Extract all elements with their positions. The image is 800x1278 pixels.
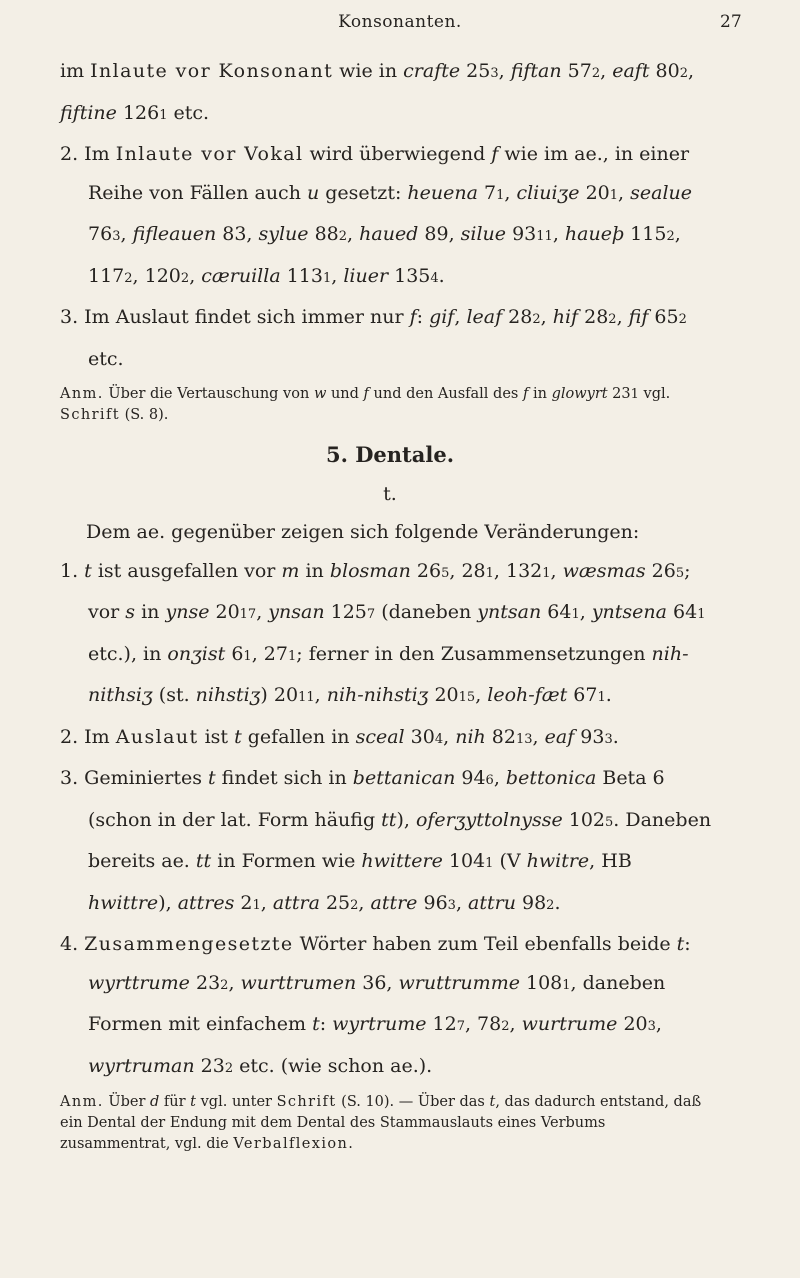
intro-paragraph: Dem ae. gegenüber zeigen sich folgende Veränderungen: [86, 521, 640, 543]
list-item-2-auslaut-t: 2. Im Auslaut ist t gefallen in sceal 304, nih 8213, eaf 933. [60, 725, 619, 748]
section-heading-dentale: 5. Dentale. [325, 442, 455, 467]
list-item-3-auslaut: 3. Im Auslaut findet sich immer nur f: gif, leaf 282, hif 282, fif 652 etc. [60, 306, 687, 370]
list-item-3-geminiert: 3. Geminiertes t findet sich in bettanican 946, bettonica Beta 6 (schon in der lat. Form häufig tt), oferʒyttolnysse 1025. Daneben bereits ae. tt in Formen wie hwittere 1041 (V hwitre, HB hwittre), attres 21, attra 252, attre 963, attru 982. [60, 767, 712, 914]
page-number: 27 [720, 12, 742, 32]
list-item-2-inlaut-vokal: 2. Im Inlaute vor Vokal wird überwiegend f wie im ae., in einer Reihe von Fällen auch u gesetzt: heuena 71, cliuiʒe 201, sealue 763, fifleauen 83, sylue 882, haued 89, silue 9311, hauеþ 1152, 1172, 1202, cæruilla 1131, liuer 1354. [60, 143, 693, 287]
list-item-4-zusammengesetzt: 4. Zusammengesetzte Wörter haben zum Teil ebenfalls beide t: wyrttrume 232, wurttrumen 36, wruttrumme 1081, daneben Formen mit einfachem t: wyrtrume 127, 782, wurtrume 203, wyrtruman 232 etc. (wie schon ae.). [60, 933, 691, 1077]
running-title: Konsonanten. [338, 12, 462, 32]
subheading-t: t. [383, 482, 397, 505]
body-text [60, 52, 720, 1155]
footnote-dental: Anm. Über d für t vgl. unter Schrift (S. 10). — Über das t, das dadurch entstand, daß ein Dental der Endung mit dem Dental des Stammauslauts eines Verbums zusammentrat, vgl. die Verbalflexion. [60, 1094, 702, 1152]
paragraph-continuation: im Inlaute vor Konsonant wie in crafte 253, fiftan 572, eaft 802, fiftine 1261 etc. [60, 60, 695, 124]
footnote-vertauschung: Anm. Über die Vertauschung von w und f und den Ausfall des f in glowyrt 231 vgl. Schrift (S. 8). [60, 386, 671, 423]
list-item-1-ausgefallen: 1. t ist ausgefallen vor m in blosman 265, 281, 1321, wæsmas 265; vor s in ynse 2017, ynsan 1257 (daneben yntsan 641, yntsena 641 etc.), in onʒist 61, 271; ferner in den Zusammensetzungen nih-nithsiʒ (st. nihstiʒ) 2011, nih-nihstiʒ 2015, leoh-fæt 671. [60, 559, 706, 706]
